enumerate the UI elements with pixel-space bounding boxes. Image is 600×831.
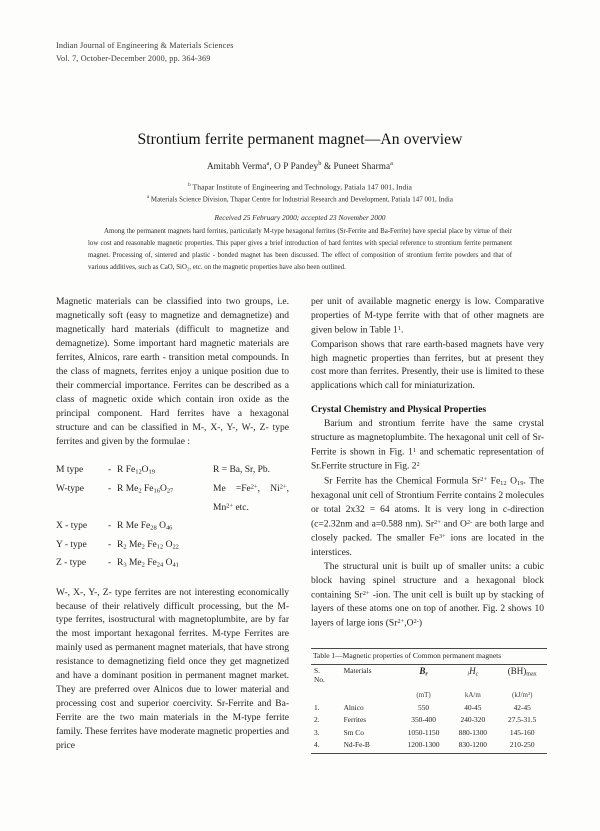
right-paragraph-4 [311,475,544,561]
author-list [50,160,550,171]
affiliation-b-text: Thapar Institute of Engineering and Technology, Patiala 147 001, India [190,182,412,192]
author-3: & Puneet Sharma [321,161,391,172]
cell-bh: 145-160 [509,727,535,737]
formula-rhs: $Me =Fe^{2+}$, $Ni^{2+}$, $Mn^{2+}$ etc. [213,483,289,513]
formula-dash: - [108,465,112,476]
cell-bh: 42-45 [513,702,531,712]
fe-subscript: 12 [500,480,507,488]
right-paragraph-3b: and schematic representation of Sr.Ferrite structure in Fig. 2 [311,447,545,473]
cell-hc: 830-1200 [458,740,487,750]
author-1-affil-mark: a [266,160,270,168]
table-row [311,726,547,738]
column-header-bhmax [497,665,547,686]
ferrite-formulae-list [56,461,289,572]
table-row [311,701,547,713]
right-paragraph-4c: O [506,476,518,487]
cell-br: 1050-1150 [407,727,440,737]
formula-row-x-type [56,517,289,536]
hc-prefix: i [467,671,470,678]
left-paragraph-2: W-, X-, Y-, Z- type ferrites are not interesting economically because of their relatively difficult processing, but the M-type ferrites, isostructural with magnetoplumbite, are by far the most important hexagonal ferrites. M-type Ferrites are mainly used as permanent magnet materials, that have strong resistance to demagnetizing field once they get magnetized and have a dominant position in permanent magnet market. They are preferred over Alnicos due to lower material and processing cost and superior coercivity. Sr-Ferrite and Ba-Ferrite are the two main materials in the M-type ferrite family. These ferrites have moderate magnetic properties and price [56,587,289,752]
formula-row-z-type [56,554,289,573]
table-row [311,738,547,750]
body-column-left [56,296,289,754]
abstract [88,226,512,274]
author-3-affil-mark: a [390,160,394,168]
sr-charge-sup: 2+ [480,476,488,484]
magnetic-properties-table [311,665,547,751]
table-head [311,665,547,701]
cell-hc: 880-1300 [458,727,487,737]
formula-dash: - [108,558,112,569]
affiliation-a-mark: a [146,194,150,200]
author-1: Amitabh Verma [206,161,267,172]
units-sno [311,685,344,700]
page-title: Strontium ferrite permanent magnet—An overview [137,131,463,148]
journal-header [56,40,456,65]
cell-material: Sm Co [343,727,364,737]
br-subscript: r [425,671,428,678]
cell-material: Nd-Fe-B [343,740,370,750]
o-charge-sup: 2- [466,518,473,526]
right-paragraph-5d: ) [418,619,423,630]
table-header-row [311,665,547,686]
formula-name: M type [56,465,84,476]
bh-symbol: (BH) [507,665,527,676]
section-heading-crystal-chemistry: Crystal Chemistry and Physical Properties [311,404,487,416]
affiliation-b [50,181,550,194]
body-column-right [311,296,544,632]
column-header-sno-line2: No. [314,675,325,685]
right-paragraph-4g: ions are located in the interstices. [311,533,544,558]
formula-name: Y - type [56,539,87,550]
fig1-citation-mark: 1 [412,446,417,454]
cell-sno: 3. [314,727,320,737]
br-symbol: B [419,665,426,676]
column-header-hc [448,665,497,686]
right-paragraph-4f: are both large and closely packed. The smaller Fe [311,519,544,544]
right-paragraph-1-text: per unit of available magnetic energy is low. Comparative properties of M-type ferrite with that of other magnets are given below in Table 1 [311,297,544,336]
sr-charge-sup-4: 2+ [397,618,405,626]
right-paragraph-5a: The structural unit is built up of smaller units: a cubic block having spinel structure and a hexagonal block containing Sr [311,561,544,601]
units-br: (mT) [416,691,431,700]
cell-sno: 4. [314,740,320,750]
affiliation-b-mark: b [188,181,191,188]
sr-charge-sup-3: 2+ [362,589,370,597]
sr-charge-sup-2: 2+ [434,518,441,526]
author-2: , O P Pandey [269,161,319,172]
right-paragraph-5c: ,O [404,619,414,630]
table-caption: Table 1—Magnetic properties of Common permanent magnets [313,651,502,660]
affiliation-a-text: Materials Science Division, Thapar Centre for Industrial Research and Development, Patiala 147 001, India [149,195,453,203]
formula-name: Z - type [56,558,87,569]
right-paragraph-4d: . The hexagonal unit cell of Strontium Ferrite contains 2 molecules or total 2x32 = 64 atoms. It is very long in c-direction (c=2.32nm and a=0.588 nm). Sr [311,476,544,530]
cell-sno: 2. [314,715,320,725]
column-header-br [399,665,448,686]
right-paragraph-3 [311,418,544,475]
right-paragraph-5 [311,561,544,632]
column-header-materials: Materials [343,665,372,675]
formula-rhs: R = Ba, Sr, Pb. [213,465,270,476]
formula-expression: $R_3$ $Me_2$ $Fe_{24}$ $O_{41}$ [117,558,179,569]
table-units-row [311,685,547,700]
right-paragraph-4e: and O [440,519,467,530]
formula-expression: R Me $Fe_{28}$ $O_{46}$ [117,521,173,532]
table-body [311,701,547,751]
column-header-sno-line1: S. [314,665,320,675]
cell-br: 350-400 [411,715,436,725]
formula-row-y-type [56,536,289,555]
cell-material: Ferrites [343,715,367,725]
formula-dash: - [108,484,112,494]
cell-hc: 240-320 [460,715,486,725]
table-bottom-rule [311,753,547,754]
title-block [50,130,550,222]
cell-br: 1200-1300 [407,740,440,750]
table-citation-mark: 1 [397,324,401,332]
right-paragraph-5b: -ion. The unit cell is built up by stacking of layers of these atoms one on top of another. Fig. 2 shows 10 layers of large ions (Sr [311,590,544,630]
affiliation-a [50,194,550,206]
cell-material: Alnico [343,702,364,712]
cell-br: 550 [418,702,430,712]
right-paragraph-1 [311,296,544,339]
right-paragraph-4b: Fe [487,476,501,487]
formula-expression: $R_2$ $Me_2$ $Fe_{12}$ $O_{22}$ [117,539,179,550]
formula-row-w-type [56,480,289,517]
formula-dash: - [108,521,112,532]
table-row [311,713,547,725]
received-accepted-line: Received 25 February 2000; accepted 23 November 2000 [214,213,386,223]
formula-dash: - [108,539,112,550]
formula-row-m-type [56,461,289,480]
cell-bh: 210-250 [509,740,535,750]
right-paragraph-2: Comparison shows that rare earth-based magnets have very high magnetic properties than ferrites, but at present they cost more than ferrites. Presently, their use is limited to these applications which call for miniaturization. [311,339,544,392]
column-header-sno [311,665,344,686]
right-paragraph-3a: Barium and strontium ferrite have the same crystal structure as magnetoplumbite. The hexagonal unit cell of Sr-Ferrite is shown in Fig. 1 [311,418,544,458]
bh-subscript: max [526,671,537,678]
formula-expression: R $Fe_{12}O_{19}$ [117,465,155,476]
cell-sno: 1. [314,702,320,712]
right-paragraph-1-end: . [401,325,404,336]
units-bh: (kJ/m³) [512,691,533,700]
units-hc: kA/m [464,691,481,700]
formula-name: X - type [56,521,88,532]
o-charge-sup-2: 2- [413,618,419,626]
table-1 [311,648,547,754]
abstract-text: Among the permanent magnets hard ferrites, particularly M-type hexagonal ferrites (Sr-Ferrite and Ba-Ferrite) have special place by virtue of their low cost and reasonable magnetic properties. This paper gives a brief introduction of hard ferrites with special reference to strontium ferrite permanent magnet. Processing of, sintered and plastic - bonded magnet has been discussed. The effect of composition of strontium ferrite powders and that of various additives, such as CaO, SiO₂, etc. on the magnetic properties have also been outlined. [88,228,512,271]
hc-symbol: H [469,665,476,676]
author-2-affil-mark: b [318,160,322,168]
journal-name: Indian Journal of Engineering & Materials Sciences [56,41,234,50]
cell-hc: 40-45 [464,702,482,712]
hc-subscript: c [475,671,479,678]
fe-charge-sup: 3+ [438,533,446,541]
fig2-citation-mark: 2 [416,461,420,469]
cell-bh: 27.5-31.5 [508,715,537,725]
formula-expression: R $Me_2$ $Fe_{16}O_{27}$ [117,484,174,495]
journal-volume-pages: Vol. 7, October-December 2000, pp. 364-369 [56,53,211,63]
left-paragraph-1: Magnetic materials can be classified into two groups, i.e. magnetically soft (easy to magnetize and demagnetize) and magnetically hard materials (difficult to magnetize and demagnetize). Some important hard magnetic materials are ferrites, Alnicos, rare earth - transition metal compounds. In the class of magnets, ferrites enjoy a unique position due to their commercial importance. Ferrites can be described as a class of magnetic oxide which contain iron oxide as the principal component. Hard ferrites have a hexagonal structure and can be classified in M-, X-, Y-, W-, Z- type ferrites and given by the formulae : [56,297,289,447]
units-materials [344,685,399,700]
right-paragraph-4a: Sr Ferrite has the Chemical Formula Sr [324,476,481,487]
formula-name: W-type [56,484,84,494]
o-subscript: 19 [517,480,524,488]
